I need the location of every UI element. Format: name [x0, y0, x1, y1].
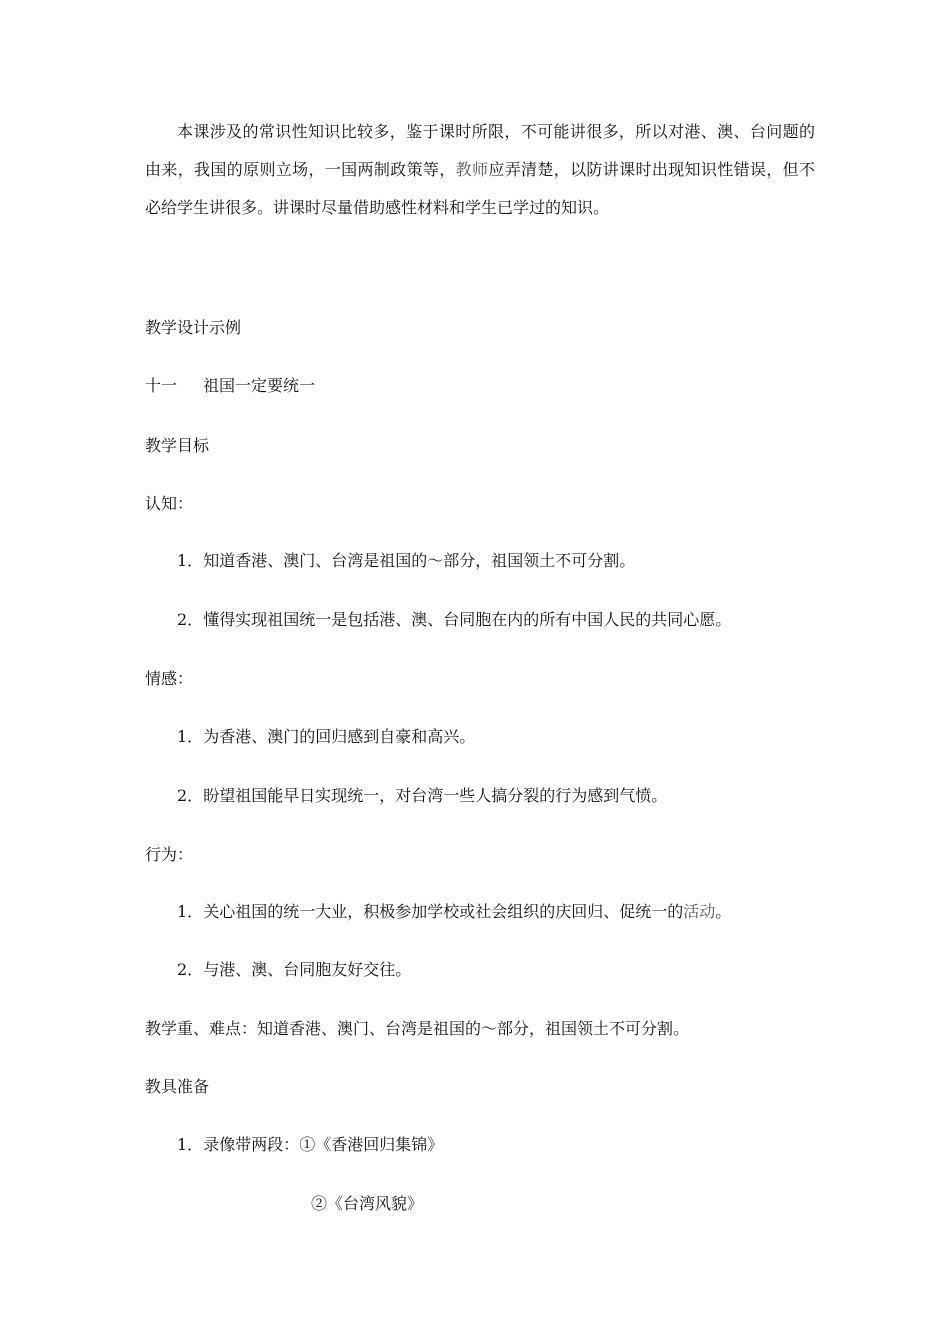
item-text: 知道香港、澳门、台湾是祖国的～部分，祖国领土不可分割。	[203, 551, 636, 570]
item-number: 2．	[177, 786, 204, 805]
goals-heading: 教学目标	[145, 436, 210, 455]
materials-item-1b: ②《台湾风貌》	[311, 1194, 424, 1213]
item-text: 为香港、澳门的回归感到自豪和高兴。	[203, 727, 476, 746]
behavior-label: 行为：	[145, 845, 194, 864]
key-points: 教学重、难点：知道香港、澳门、台湾是祖国的～部分，祖国领土不可分割。	[145, 1019, 690, 1038]
intro-text-2: 应弄清楚，以防讲课时出现知识性错误，但不必给学生讲很多。讲课时尽量借助感性材料和学生已学过的知识。	[145, 160, 815, 217]
activity-link[interactable]: 活动	[683, 902, 716, 921]
item-number: 1．	[177, 551, 204, 570]
item-text: 录像带两段：①《香港回归集锦》	[203, 1135, 444, 1154]
cognition-item-2	[177, 608, 731, 632]
item-number: 2．	[177, 960, 204, 979]
item-text: 与港、澳、台同胞友好交往。	[203, 960, 412, 979]
behavior-item-1	[177, 900, 731, 924]
item-number: 1．	[177, 902, 204, 921]
lesson-heading	[145, 374, 315, 398]
item-text: 关心祖国的统一大业，积极参加学校或社会组织的庆回归、促统一的	[203, 902, 684, 921]
behavior-item-2	[177, 958, 411, 982]
lesson-title: 祖国一定要统一	[203, 376, 316, 395]
intro-paragraph	[145, 113, 815, 227]
emotion-item-1	[177, 725, 475, 749]
cognition-label: 认知：	[145, 494, 194, 513]
item-text: 盼望祖国能早日实现统一，对台湾一些人搞分裂的行为感到气愤。	[203, 786, 668, 805]
materials-heading: 教具准备	[145, 1077, 210, 1096]
cognition-item-1	[177, 549, 635, 573]
item-number: 1．	[177, 727, 204, 746]
emotion-label: 情感：	[145, 669, 194, 688]
item-tail: 。	[715, 902, 732, 921]
item-number: 1．	[177, 1135, 204, 1154]
emotion-item-2	[177, 784, 667, 808]
materials-item-1	[177, 1133, 443, 1157]
teacher-link[interactable]: 教师	[455, 160, 489, 179]
intro-text-1: 本课涉及的常识性知识比较多，鉴于课时所限，不可能讲很多，所以对港、澳、台问题的由来，我国的原则立场，一国两制政策等，	[145, 122, 815, 179]
section-title: 教学设计示例	[145, 318, 242, 337]
item-text: 懂得实现祖国统一是包括港、澳、台同胞在内的所有中国人民的共同心愿。	[203, 610, 732, 629]
lesson-number: 十一	[145, 376, 178, 395]
item-number: 2．	[177, 610, 204, 629]
